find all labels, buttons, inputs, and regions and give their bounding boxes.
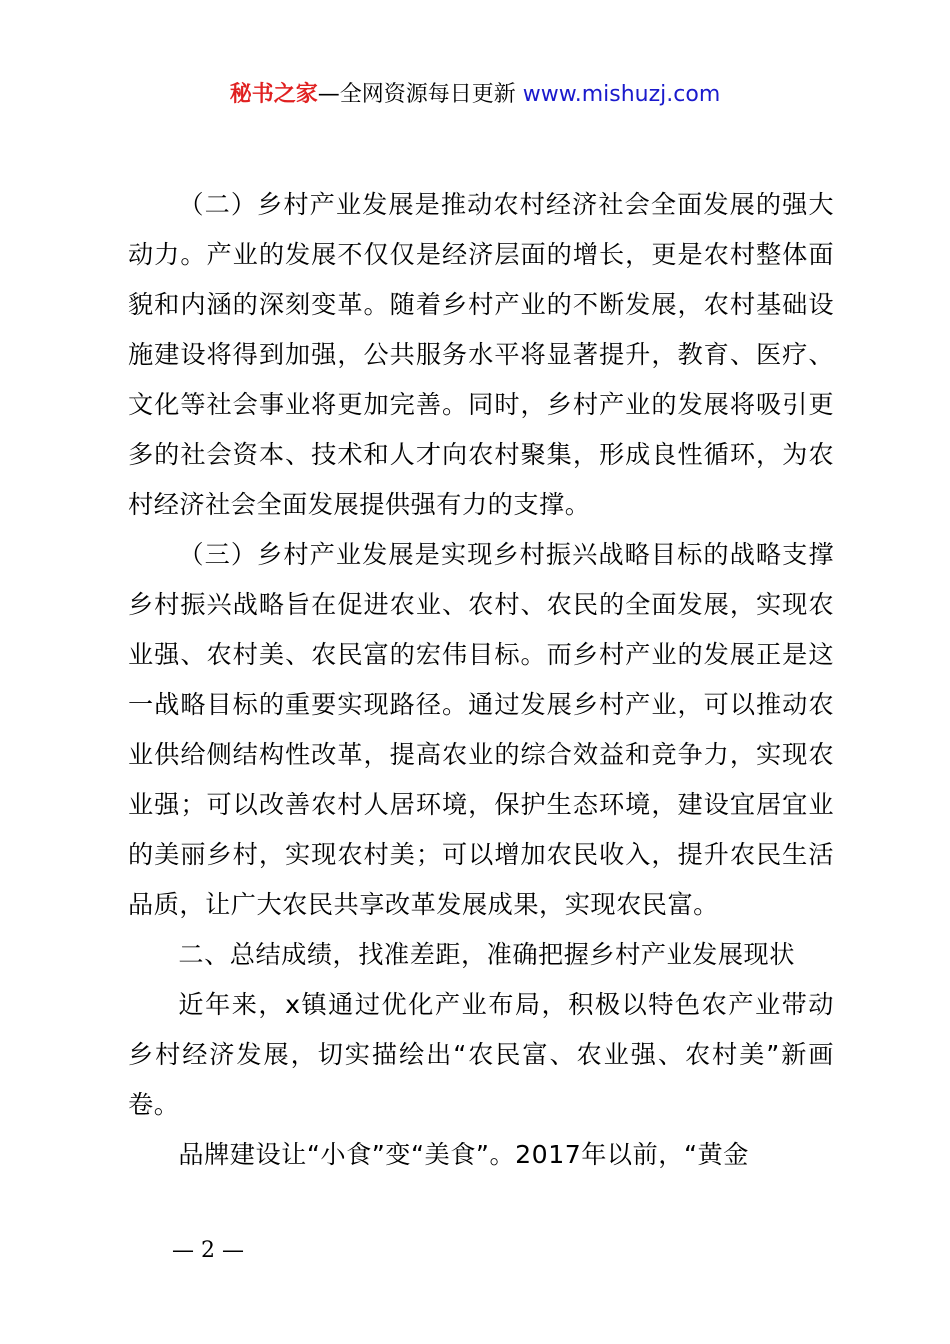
- paragraph-intro: 近年来，x镇通过优化产业布局，积极以特色农产业带动乡村经济发展，切实描绘出“农民富、农业强、农村美”新画卷。: [128, 990, 834, 1119]
- site-url-link[interactable]: www.mishuzj.com: [522, 82, 721, 107]
- site-slogan: —全网资源每日更新: [317, 82, 523, 107]
- paragraph-3: （三）乡村产业发展是实现乡村振兴战略目标的战略支撑乡村振兴战略旨在促进农业、农村、农民的全面发展，实现农业强、农村美、农民富的宏伟目标。而乡村产业的发展正是这一战略目标的重要实现路径。通过发展乡村产业，可以推动农业供给侧结构性改革，提高农业的综合效益和竞争力，实现农业强；可以改善农村人居环境，保护生态环境，建设宜居宜业的美丽乡村，实现农村美；可以增加农民收入，提升农民生活品质，让广大农民共享改革发展成果，实现农民富。: [128, 540, 834, 919]
- site-brand: 秘书之家: [229, 82, 318, 107]
- page-number: — 2 —: [172, 1238, 244, 1263]
- paragraph-2: （二）乡村产业发展是推动农村经济社会全面发展的强大动力。产业的发展不仅仅是经济层面的增长，更是农村整体面貌和内涵的深刻变革。随着乡村产业的不断发展，农村基础设施建设将得到加强，公共服务水平将显著提升，教育、医疗、文化等社会事业将更加完善。同时，乡村产业的发展将吸引更多的社会资本、技术和人才向农村聚集，形成良性循环，为农村经济社会全面发展提供强有力的支撑。: [128, 190, 834, 519]
- document-body: [128, 180, 834, 1180]
- paragraph-brand: 品牌建设让“小食”变“美食”。2017年以前，“黄金: [178, 1140, 749, 1169]
- section-heading: 二、总结成绩，找准差距，准确把握乡村产业发展现状: [178, 940, 795, 969]
- site-header: [0, 78, 950, 112]
